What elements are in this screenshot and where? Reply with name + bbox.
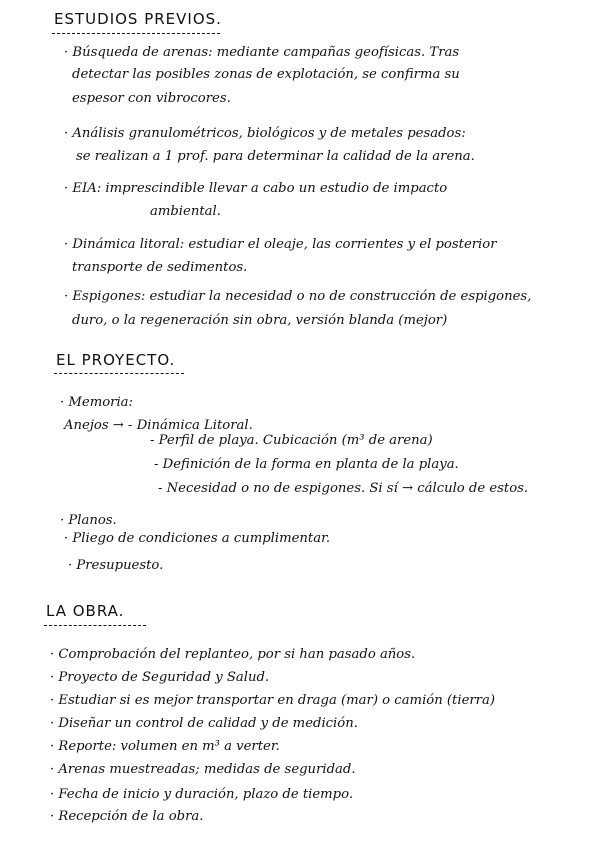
note-line: duro, o la regeneración sin obra, versión blanda (mejor) (72, 313, 448, 328)
note-line: · Búsqueda de arenas: mediante campañas geofísicas. Tras (64, 45, 460, 60)
section-title-underline (44, 625, 146, 626)
section-title-la-obra: LA OBRA. (46, 602, 125, 620)
note-line: - Definición de la forma en planta de la playa. (154, 457, 459, 472)
note-line: · Fecha de inicio y duración, plazo de tiempo. (50, 787, 354, 802)
note-line: · Espigones: estudiar la necesidad o no de construcción de espigones, (64, 289, 532, 304)
section-title-estudios-previos: ESTUDIOS PREVIOS. (54, 10, 222, 28)
note-line: · Dinámica litoral: estudiar el oleaje, las corrientes y el posterior (64, 237, 497, 252)
section-title-underline (52, 33, 220, 34)
note-line: · Recepción de la obra. (50, 809, 204, 824)
note-line: · Arenas muestreadas; medidas de seguridad. (50, 762, 356, 777)
note-line: - Necesidad o no de espigones. Si sí → cálculo de estos. (158, 481, 529, 496)
note-line: · Proyecto de Seguridad y Salud. (50, 670, 270, 685)
note-line: espesor con vibrocores. (72, 91, 231, 106)
note-line: ambiental. (150, 204, 221, 219)
note-line: - Perfil de playa. Cubicación (m³ de arena) (150, 433, 433, 448)
note-line: · EIA: imprescindible llevar a cabo un estudio de impacto (64, 181, 448, 196)
note-line: se realizan a 1 prof. para determinar la calidad de la arena. (76, 149, 475, 164)
note-line: · Reporte: volumen en m³ a verter. (50, 739, 280, 754)
note-line: transporte de sedimentos. (72, 260, 248, 275)
note-line: · Memoria: (60, 395, 133, 410)
section-title-el-proyecto: EL PROYECTO. (56, 351, 176, 369)
note-line: · Diseñar un control de calidad y de medición. (50, 716, 358, 731)
note-line: detectar las posibles zonas de explotación, se confirma su (72, 67, 460, 82)
note-line: · Análisis granulométricos, biológicos y de metales pesados: (64, 126, 466, 141)
note-line: Anejos → - Dinámica Litoral. (64, 418, 253, 433)
note-line: · Presupuesto. (68, 558, 164, 573)
note-line: · Comprobación del replanteo, por si han pasado años. (50, 647, 416, 662)
section-title-underline (54, 373, 184, 374)
note-line: · Pliego de condiciones a cumplimentar. (64, 531, 331, 546)
note-line: · Planos. (60, 513, 117, 528)
note-line: · Estudiar si es mejor transportar en draga (mar) o camión (tierra) (50, 693, 495, 708)
